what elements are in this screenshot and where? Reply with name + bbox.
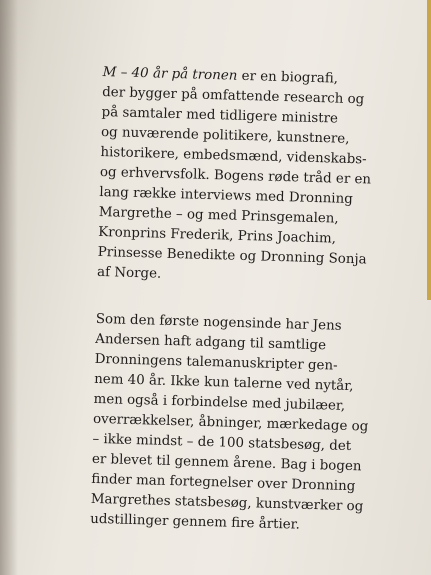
book-edge [427,0,431,300]
paragraph-1-line: der bygger på omfattende research og [101,84,365,108]
paragraph-1-line: på samtaler med tidligere ministre [101,104,339,127]
page-text [90,63,372,537]
paragraph-2-line: men også i forbindelse med jubilæer, [93,391,346,414]
paragraph-2-line: udstillinger gennem fire årtier. [90,511,301,533]
paragraph-1-line: Margrethe – og med Prinsgemalen, [98,204,339,227]
paragraph-1-line: lang række interviews med Dronning [99,184,353,208]
paragraph-2 [90,310,369,537]
paragraph-1-line: historikere, embedsmænd, videnskabs- [100,144,367,168]
paragraph-2-line: – ikke mindst – de 100 statsbesøg, det [92,431,352,455]
line-text: er en biografi, [237,68,339,87]
paragraph-2-line: Margrethes statsbesøg, kunstværker og [90,491,364,515]
paragraph-2-line: Som den første nogensinde har Jens [95,311,342,334]
paragraph-2-line: Dronningens talemanuskripter gen- [94,351,338,374]
book-title: M – 40 år på tronen [102,64,238,84]
page-gutter-shadow [0,0,18,575]
paragraph-2-line: finder man fortegnelser over Dronning [91,471,356,495]
paragraph-2-line: nem 40 år. Ikke kun talerne ved nytår, [93,371,354,395]
paragraph-1-line: og erhvervsfolk. Bogens røde tråd er en [99,164,372,188]
paragraph-2-line: overrækkelser, åbninger, mærkedage og [92,411,369,435]
paragraph-1-line: og nuværende politikere, kunstnere, [100,124,350,147]
paragraph-2-line: Andersen haft adgang til samtlige [95,331,327,354]
paragraph-2-line: er blevet til gennem årene. Bag i bogen [91,451,362,475]
paragraph-1 [96,63,372,290]
paragraph-1-line: Prinsesse Benedikte og Dronning Sonja [97,244,367,268]
paragraph-1-line: af Norge. [96,264,162,282]
paragraph-1-line: Kronprins Frederik, Prins Joachim, [98,224,337,247]
